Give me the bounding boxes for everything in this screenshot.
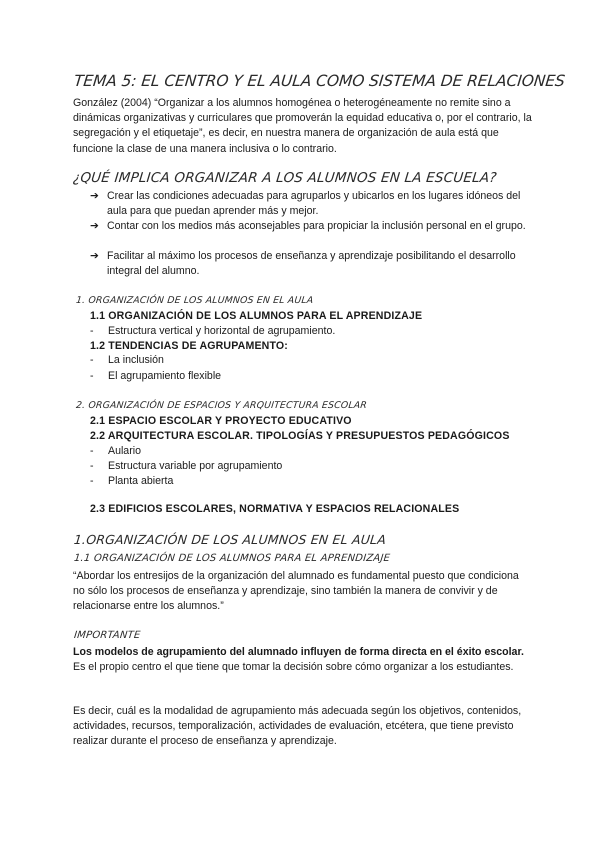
section-heading: 1.ORGANIZACIÓN DE LOS ALUMNOS EN EL AULA	[73, 532, 387, 547]
list-item	[90, 219, 530, 234]
intro-paragraph: González (2004) “Organizar a los alumnos homogénea o heterogéneamente no remite sino a dinámicas organizativas y curriculares que promoverán la equidad educativa o, por el contrario, la segregación y el etiquetaje”, es decir, en nuestra manera de organización de aula está que funcione la clase de una manera inclusiva o lo contrario.	[73, 97, 532, 155]
outline-item	[90, 369, 221, 384]
outline-item	[90, 324, 335, 339]
important-paragraph	[73, 645, 533, 675]
outline-item	[90, 444, 141, 459]
document-title: TEMA 5: EL CENTRO Y EL AULA COMO SISTEMA DE RELACIONES	[73, 72, 566, 90]
quote-paragraph: “Abordar los entresijos de la organización del alumnado es fundamental puesto que condiciona no sólo los procesos de enseñanza y aprendizaje, sino también la manera de convivir y de relacionarse entre los alumnos.”	[73, 570, 519, 613]
dash-marker: -	[90, 354, 94, 366]
outline-section-2: 2. ORGANIZACIÓN DE ESPACIOS Y ARQUITECTURA ESCOLAR	[75, 400, 368, 411]
list-item-text: Contar con los medios más aconsejables para propiciar la inclusión personal en el grupo.	[107, 220, 526, 232]
arrow-icon: ➔	[90, 220, 99, 232]
outline-item	[90, 353, 164, 368]
outline-sub-2-3: 2.3 EDIFICIOS ESCOLARES, NORMATIVA Y ESPACIOS RELACIONALES	[90, 503, 460, 515]
outline-sub-2-2: 2.2 ARQUITECTURA ESCOLAR. TIPOLOGÍAS Y PRESUPUESTOS PEDAGÓGICOS	[90, 430, 510, 442]
important-bold-text: Los modelos de agrupamiento del alumnado influyen de forma directa en el éxito escolar.	[73, 646, 524, 658]
important-rest-text: Es el propio centro el que tiene que tomar la decisión sobre cómo organizar a los estudiantes.	[73, 661, 514, 674]
arrow-icon: ➔	[90, 190, 99, 202]
outline-item-text: Estructura variable por agrupamiento	[108, 460, 283, 472]
outline-item	[90, 459, 282, 474]
outline-sub-2-1: 2.1 ESPACIO ESCOLAR Y PROYECTO EDUCATIVO	[90, 415, 352, 427]
dash-marker: -	[90, 460, 94, 472]
outline-item-text: Planta abierta	[108, 475, 174, 487]
list-item-text: Facilitar al máximo los procesos de enseñanza y aprendizaje posibilitando el desarrollo integral del alumno.	[107, 250, 516, 278]
outline-item-text: Aulario	[108, 445, 141, 457]
question-heading: ¿QUÉ IMPLICA ORGANIZAR A LOS ALUMNOS EN LA ESCUELA?	[72, 170, 498, 186]
dash-marker: -	[90, 445, 94, 457]
section-subheading: 1.1 ORGANIZACIÓN DE LOS ALUMNOS PARA EL APRENDIZAJE	[73, 553, 391, 564]
outline-item	[90, 474, 173, 489]
list-item	[90, 249, 530, 279]
list-item-text: Crear las condiciones adecuadas para agruparlos y ubicarlos en los lugares idóneos del aula para que puedan aprender más y mejor.	[107, 190, 521, 218]
dash-marker: -	[90, 475, 94, 487]
arrow-icon: ➔	[90, 250, 99, 262]
list-item	[90, 189, 530, 219]
outline-sub-1-2: 1.2 TENDENCIAS DE AGRUPAMENTO:	[90, 340, 288, 352]
outline-sub-1-1: 1.1 ORGANIZACIÓN DE LOS ALUMNOS PARA EL APRENDIZAJE	[90, 310, 423, 322]
dash-marker: -	[90, 370, 94, 382]
outline-item-text: La inclusión	[108, 354, 164, 366]
closing-paragraph: Es decir, cuál es la modalidad de agrupamiento más adecuada según los objetivos, contenidos, actividades, recursos, temporalización, actividades de evaluación, etcétera, que tiene previsto realizar durante el proceso de enseñanza y aprendizaje.	[73, 705, 522, 748]
outline-section-1: 1. ORGANIZACIÓN DE LOS ALUMNOS EN EL AULA	[75, 295, 314, 306]
outline-item-text: Estructura vertical y horizontal de agrupamiento.	[108, 325, 336, 337]
dash-marker: -	[90, 325, 94, 337]
outline-item-text: El agrupamiento flexible	[108, 370, 222, 382]
important-label: IMPORTANTE	[73, 630, 141, 641]
